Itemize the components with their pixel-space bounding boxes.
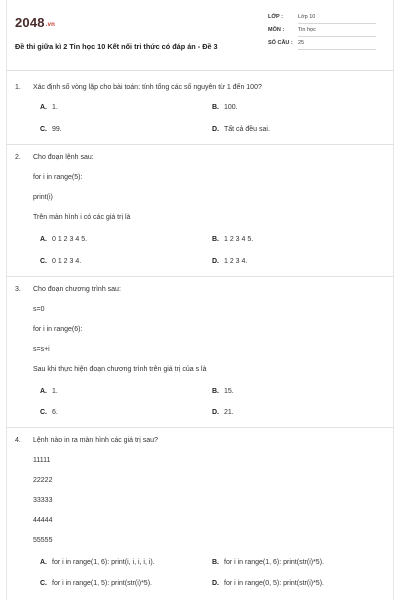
meta-value: Lớp 10 [298, 14, 376, 24]
question-number: 4. [15, 437, 21, 444]
question-number: 1. [15, 84, 21, 91]
option-letter: A. [40, 388, 47, 395]
option-letter: B. [212, 236, 219, 243]
logo-number: 2048 [15, 15, 45, 30]
header-divider [6, 70, 394, 71]
option-text: 0 1 2 3 4 5. [52, 236, 88, 243]
question-number: 3. [15, 286, 21, 293]
option-letter: C. [40, 580, 47, 587]
option-text: for i in range(0, 5): print(str(i)*5). [224, 580, 324, 587]
option-b[interactable] [212, 104, 238, 111]
option-c[interactable] [40, 409, 58, 416]
code-line: for i in range(6): [33, 326, 83, 333]
option-text: for i in range(1, 6): print(str(i)*5). [224, 559, 324, 566]
option-letter: A. [40, 559, 47, 566]
output-line: 44444 [33, 517, 53, 524]
logo-suffix: .vn [45, 22, 56, 28]
question-text: Cho đoạn lệnh sau: [33, 154, 94, 161]
option-text: 99. [52, 126, 62, 133]
option-letter: B. [212, 559, 219, 566]
question-divider [6, 427, 394, 428]
question-prompt: Sau khi thực hiện đoạn chương trình trên giá trị của s là [33, 366, 207, 373]
option-a[interactable] [40, 236, 87, 243]
option-c[interactable] [40, 580, 152, 587]
option-c[interactable] [40, 258, 81, 265]
question-divider [6, 144, 394, 145]
meta-row-subject [268, 25, 376, 38]
question-divider [6, 276, 394, 277]
question-number: 2. [15, 154, 21, 161]
option-text: 1 2 3 4 5. [224, 236, 254, 243]
option-text: 15. [224, 388, 234, 395]
option-a[interactable] [40, 388, 58, 395]
exam-header [15, 12, 375, 62]
option-letter: C. [40, 258, 47, 265]
option-b[interactable] [212, 559, 324, 566]
option-letter: C. [40, 409, 47, 416]
site-logo[interactable] [15, 15, 55, 30]
code-line: s=s+i [33, 346, 50, 353]
meta-key: SỐ CÂU : [268, 40, 293, 46]
option-text: 1 2 3 4. [224, 258, 248, 265]
question-prompt: Trên màn hình i có các giá trị là [33, 214, 131, 221]
output-line: 33333 [33, 497, 53, 504]
option-d[interactable] [212, 258, 247, 265]
option-text: 0 1 2 3 4. [52, 258, 82, 265]
option-text: 21. [224, 409, 234, 416]
code-line: print(i) [33, 194, 53, 201]
question-stem [15, 437, 158, 444]
output-line: 22222 [33, 477, 53, 484]
option-letter: D. [212, 580, 219, 587]
option-letter: C. [40, 126, 47, 133]
option-letter: D. [212, 258, 219, 265]
option-letter: A. [40, 236, 47, 243]
option-letter: A. [40, 104, 47, 111]
option-text: for i in range(1, 5): print(str(i)*5). [52, 580, 152, 587]
exam-title: Đề thi giữa kì 2 Tin học 10 Kết nối tri thức có đáp án - Đề 3 [15, 42, 218, 51]
option-text: Tất cả đều sai. [224, 126, 270, 133]
option-d[interactable] [212, 409, 234, 416]
option-d[interactable] [212, 126, 270, 133]
question-text: Cho đoạn chương trình sau: [33, 286, 121, 293]
option-letter: B. [212, 104, 219, 111]
option-b[interactable] [212, 236, 253, 243]
option-a[interactable] [40, 559, 155, 566]
exam-meta [268, 12, 376, 51]
question-stem [15, 286, 121, 293]
option-c[interactable] [40, 126, 62, 133]
code-line: s=0 [33, 306, 45, 313]
meta-value: Tin học [298, 27, 376, 37]
option-letter: D. [212, 126, 219, 133]
meta-row-count [268, 38, 376, 51]
option-text: for i in range(1, 6): print(i, i, i, i, i). [52, 559, 155, 566]
question-text: Xác định số vòng lặp cho bài toán: tính tổng các số nguyên từ 1 đến 100? [33, 84, 262, 91]
question-text: Lệnh nào in ra màn hình các giá trị sau? [33, 437, 158, 444]
code-line: for i in range(5): [33, 174, 83, 181]
meta-key: MÔN : [268, 27, 285, 33]
output-line: 55555 [33, 537, 53, 544]
meta-row-class [268, 12, 376, 25]
question-stem [15, 154, 94, 161]
option-d[interactable] [212, 580, 324, 587]
option-text: 6. [52, 409, 58, 416]
output-line: 11111 [33, 457, 51, 464]
option-text: 100. [224, 104, 238, 111]
question-stem [15, 84, 262, 91]
option-letter: D. [212, 409, 219, 416]
option-text: 1. [52, 388, 58, 395]
meta-key: LỚP : [268, 14, 283, 20]
option-a[interactable] [40, 104, 58, 111]
option-letter: B. [212, 388, 219, 395]
option-b[interactable] [212, 388, 234, 395]
option-text: 1. [52, 104, 58, 111]
meta-value: 25 [298, 40, 376, 50]
